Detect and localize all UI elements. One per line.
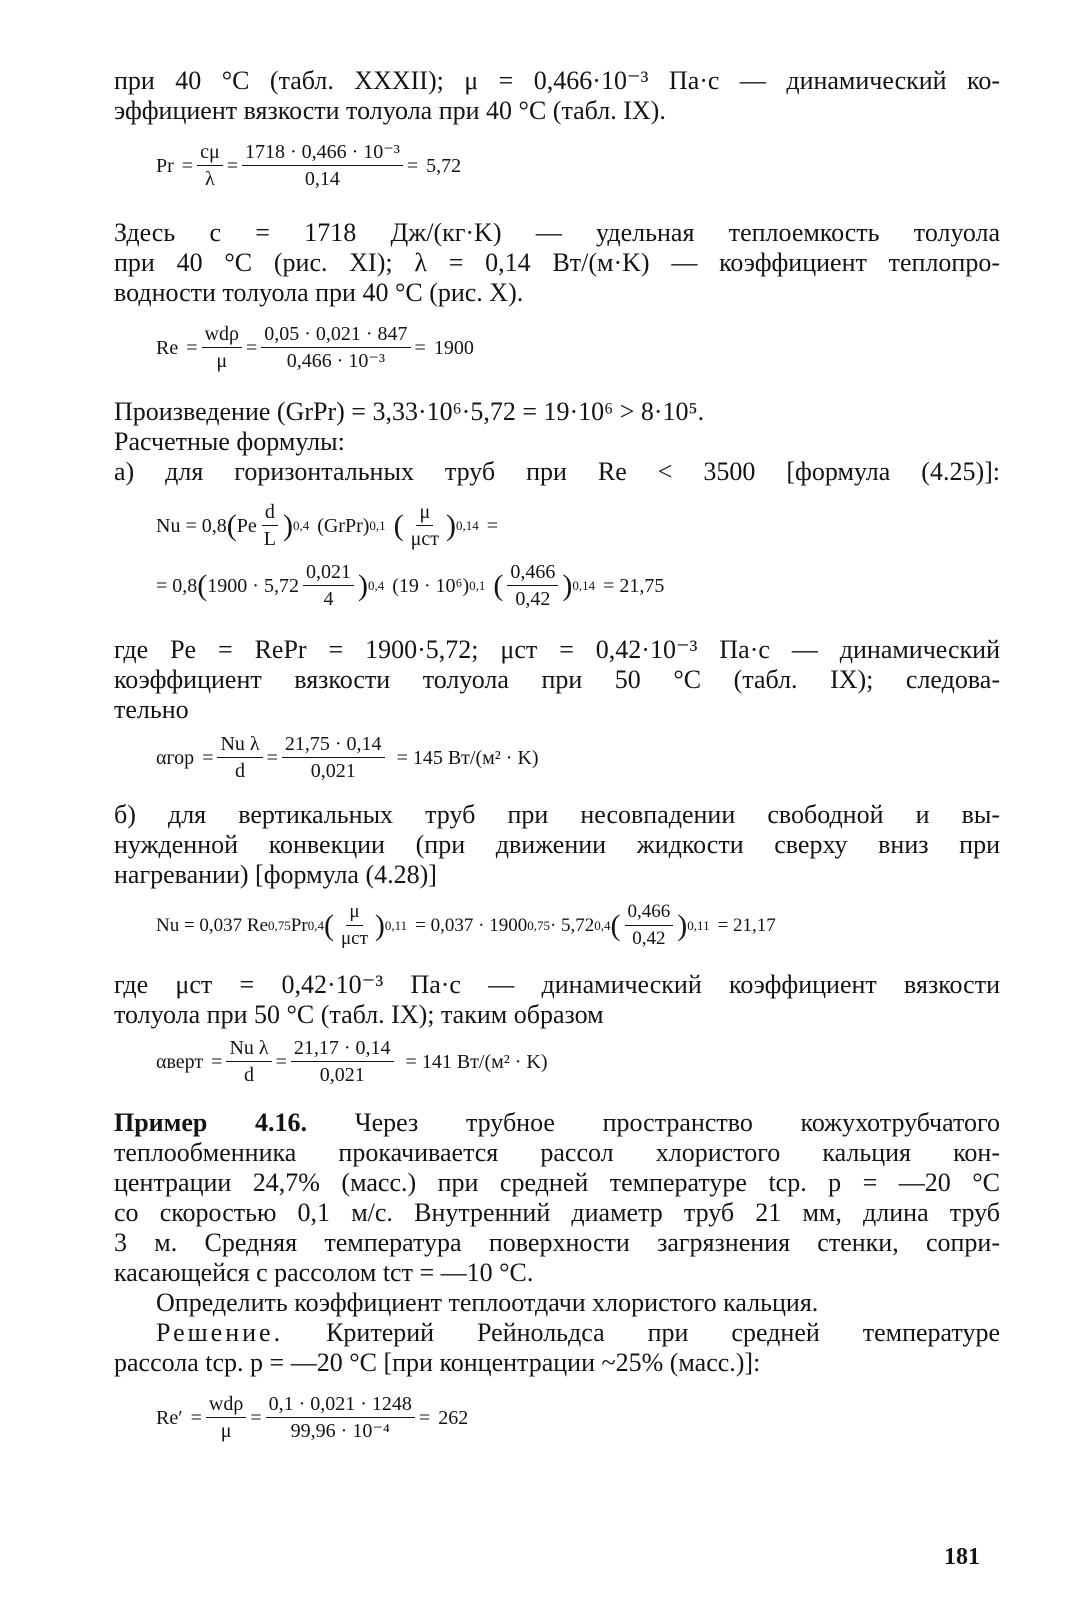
text-line: где μст = 0,42·10⁻³ Па·с — динамический коэффициент вязкости bbox=[114, 970, 1000, 999]
text-line: центрации 24,7% (масс.) при средней температуре tср. р = —20 °C bbox=[114, 1168, 1000, 1197]
fraction: $\frac{21,75 \cdot 0,14}{0,021}$ bbox=[282, 732, 385, 783]
text-line: Расчетные формулы: bbox=[114, 427, 345, 456]
formula-alpha-horizontal: αгор = $\frac{\text{Nu λ}}{d}$ = $\frac{21,75 \cdot 0,14}{0,021}$ = 145 Вт/(м² · K) bbox=[156, 733, 539, 782]
text-line: теплообменника прокачивается рассол хлористого кальция кон- bbox=[114, 1138, 1000, 1167]
text-line: при 40 °C (табл. XXXII); μ = 0,466·10⁻³ Па·с — динамический ко- bbox=[114, 66, 1000, 95]
text-line: Здесь c = 1718 Дж/(кг·K) — удельная теплоемкость толуола bbox=[114, 218, 1000, 247]
text-line: касающейся с рассолом tст = —10 °C. bbox=[114, 1258, 534, 1287]
text-line: со скоростью 0,1 м/с. Внутренний диаметр труб 21 мм, длина труб bbox=[114, 1198, 1000, 1227]
text-line: б) для вертикальных труб при несовпадении свободной и вы- bbox=[114, 800, 1000, 829]
formula-lhs: Re bbox=[156, 336, 179, 359]
fraction: $\frac{21,17 \cdot 0,14}{0,021}$ bbox=[291, 1036, 394, 1087]
fraction: $\frac{\text{Nu λ}}{d}$ bbox=[226, 1036, 271, 1087]
fraction: $\frac{\text{1718 · 0,466 · 10⁻³}}{0,14}$ bbox=[242, 140, 403, 191]
text-line: эффициент вязкости толуола при 40 °C (табл. IX). bbox=[114, 96, 666, 125]
text-line: нужденной конвекции (при движении жидкости сверху вниз при bbox=[114, 830, 1000, 859]
text-line: Определить коэффициент теплоотдачи хлористого кальция. bbox=[156, 1288, 819, 1317]
fraction: $\frac{\text{Nu λ}}{d}$ bbox=[217, 732, 262, 783]
formula-alpha-vertical: αверт = $\frac{\text{Nu λ}}{d}$ = $\frac{21,17 \cdot 0,14}{0,021}$ = 141 Вт/(м² · K) bbox=[156, 1037, 548, 1086]
text-line: рассола tср. р = —20 °C [при концентрации ~25% (масс.)]: bbox=[114, 1348, 761, 1377]
example-heading-line: Пример 4.16. Через трубное пространство кожухотрубчатого bbox=[114, 1108, 1001, 1137]
fraction: $\frac{\text{wdρ}}{\mu}$ bbox=[206, 1392, 246, 1443]
fraction: $\frac{0,021}{4}$ bbox=[303, 560, 354, 611]
formula-reynolds: Re = $\frac{\text{wdρ}}{\mu}$ = $\frac{0,05 \cdot 0,021 \cdot 847}{\text{0,466 · 10⁻³}}$ = 1900 bbox=[156, 323, 474, 372]
fraction: $\frac{d}{L}$ bbox=[263, 501, 276, 550]
formula-nusselt-vertical: Nu = 0,037 Re 0,75 Pr 0,4 ( $\frac{\mu}{\text{μст}}$ ) 0,11 = 0,037 · 1900 0,75 · 5,72 0,4 ( $\frac{0,466}{0,42}$ ) 0,11 = 21,17 bbox=[156, 901, 776, 949]
text-line: водности толуола при 40 °C (рис. X). bbox=[114, 278, 524, 307]
fraction: $\frac{\mu}{\text{μст}}$ bbox=[340, 901, 368, 949]
solution-heading-line: Решение. Критерий Рейнольдса при средней температуре bbox=[156, 1318, 1000, 1347]
example-heading: Пример 4.16. bbox=[114, 1108, 308, 1137]
text-line: 3 м. Средняя температура поверхности загрязнения стенки, сопри- bbox=[114, 1228, 1000, 1257]
fraction: $\frac{0,466}{0,42}$ bbox=[625, 900, 674, 951]
text-line: тельно bbox=[114, 695, 189, 724]
formula-prandtl: Pr = $\frac{c\mu}{\lambda}$ = $\frac{\text{1718 · 0,466 · 10⁻³}}{0,14}$ = 5,72 bbox=[156, 141, 462, 190]
formula-result: 1900 bbox=[433, 336, 474, 359]
text-line: где Pe = RePr = 1900·5,72; μст = 0,42·10⁻³ Па·с — динамический bbox=[114, 635, 1000, 664]
page-number: 181 bbox=[944, 1544, 980, 1570]
fraction: $\frac{0,1 \cdot 0,021 \cdot 1248}{\text{99,96 · 10⁻⁴}}$ bbox=[266, 1392, 415, 1443]
fraction: $\frac{c\mu}{\lambda}$ bbox=[197, 140, 223, 191]
text-line: при 40 °C (рис. XI); λ = 0,14 Вт/(м·K) — коэффициент теплопро- bbox=[114, 248, 1000, 277]
text-line: нагревании) [формула (4.28)] bbox=[114, 860, 437, 889]
text-line: толуола при 50 °C (табл. IX); таким образом bbox=[114, 1000, 604, 1029]
fraction: $\frac{0,466}{0,42}$ bbox=[507, 560, 558, 611]
formula-reynolds-brine: Re′ = $\frac{\text{wdρ}}{\mu}$ = $\frac{0,1 \cdot 0,021 \cdot 1248}{\text{99,96 · 10⁻⁴}}$ = 262 bbox=[156, 1393, 469, 1442]
formula-nusselt-horizontal-numeric: = 0,8 ( 1900 · 5,72 $\frac{0,021}{4}$ ) 0,4 (19 · 10⁶) 0,1 ( $\frac{0,466}{0,42}$ ) 0,14 = 21,75 bbox=[156, 561, 665, 610]
fraction: $\frac{\text{wdρ}}{\mu}$ bbox=[202, 322, 242, 373]
formula-lhs: Pr bbox=[156, 154, 174, 177]
text-line: коэффициент вязкости толуола при 50 °C (табл. IX); следова- bbox=[114, 665, 1000, 694]
solution-heading: Решение. bbox=[156, 1318, 284, 1347]
formula-nusselt-horizontal: Nu = 0,8 ( Pe $\frac{d}{L}$ ) 0,4 (GrPr) 0,1 ( $\frac{\mu}{\text{μст}}$ ) 0,14 = bbox=[156, 501, 499, 550]
text-line: а) для горизонтальных труб при Re < 3500 [формула (4.25)]: bbox=[114, 457, 1000, 486]
fraction: $\frac{0,05 \cdot 0,021 \cdot 847}{\text{0,466 · 10⁻³}}$ bbox=[261, 322, 410, 373]
formula-result: 5,72 bbox=[426, 154, 462, 177]
text-line: Произведение (GrPr) = 3,33·10⁶·5,72 = 19·10⁶ > 8·10⁵. bbox=[114, 397, 705, 426]
fraction: $\frac{\mu}{\text{μст}}$ bbox=[410, 501, 440, 550]
